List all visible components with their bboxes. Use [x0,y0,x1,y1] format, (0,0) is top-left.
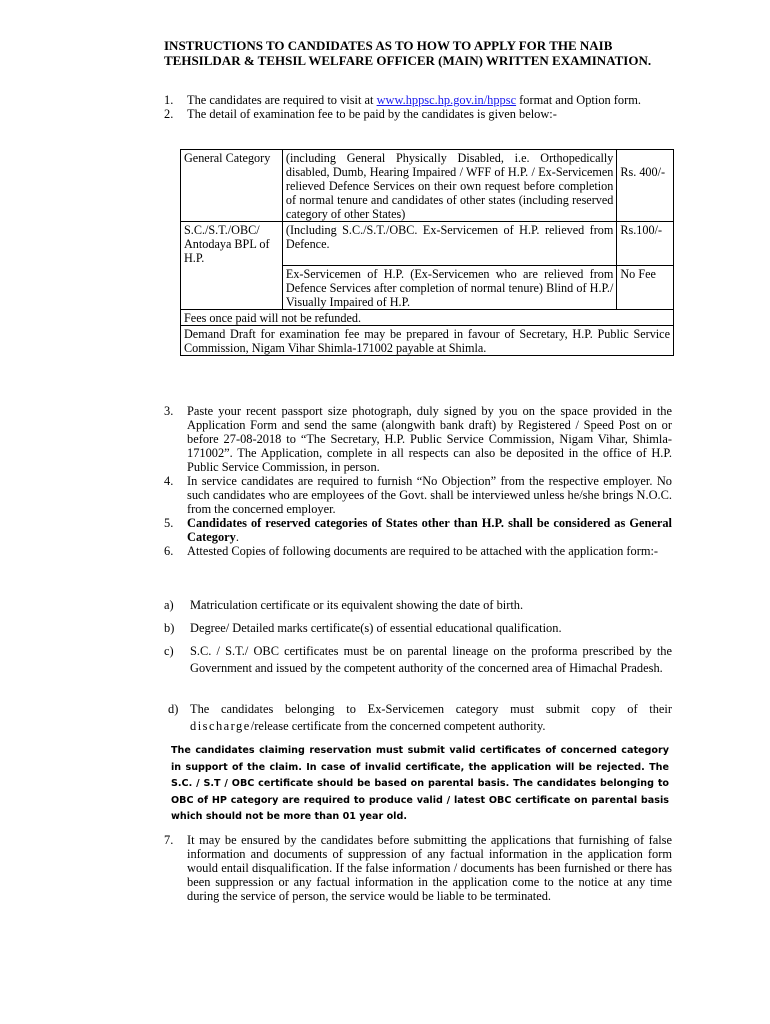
sub-item-text: Matriculation certificate or its equivalent showing the date of birth. [190,598,524,612]
instruction-item-2 [164,107,672,121]
category-cell: General Category [181,150,283,222]
table-row [181,309,674,325]
instruction-item-3 [164,404,672,474]
fee-cell: Rs. 400/- [617,150,674,222]
reservation-note: The candidates claiming reservation must submit valid certificates of concerned category in support of the claim. In case of invalid certificate, the application will be rejected. The S.C. / S.T / OBC certificate should be based on parental basis. The candidates belonging to OBC of HP category are required to produce valid / latest OBC certificate on parental basis which should not be more than 01 year old. [171,745,669,822]
sub-item-text-spaced: discharge [190,719,251,733]
item-text: It may be ensured by the candidates before submitting the applications that furnishing of false information and documents of suppression of any factual information in the application form would entail disqualification. If the false information / documents has been furnished or there has been suppression or any factual information in the application come to the notice at any time during the service of person, the service would be liable to be terminated. [187,833,672,903]
hppsc-website-link[interactable]: www.hppsc.hp.gov.in/hppsc [376,93,517,107]
fee-cell: No Fee [617,265,674,309]
instruction-item-7 [164,833,672,903]
item-number: 7. [164,833,174,847]
item-text: format and Option form. [516,93,641,107]
instructions-list-top [164,93,672,121]
category-cell [181,265,283,309]
fee-table [180,149,674,356]
item-number: 3. [164,404,174,418]
table-row [181,222,674,266]
instructions-list-middle [164,404,672,558]
page-title: INSTRUCTIONS TO CANDIDATES AS TO HOW TO APPLY FOR THE NAIB TEHSILDAR & TEHSIL WELFARE OFFICER (MAIN) WRITTEN EXAMINATION. [164,38,652,68]
item-text: Paste your recent passport size photograph, duly signed by you on the space provided in the Application Form and send the same (alongwith bank draft) by Registered / Speed Post on or before 27-08-2018 to “The Secretary, H.P. Public Service Commission, Nigam Vihar, Shimla-171002”. The Application, complete in all respects can also be deposited in the office of H.P. Public Service Commission, in person. [187,404,672,474]
table-row [181,265,674,309]
description-cell: (Including S.C./S.T./OBC. Ex-Servicemen of H.P. relieved from Defence. [282,222,616,266]
sub-item-label: d) [168,702,179,716]
item-text: The detail of examination fee to be paid by the candidates is given below:- [187,107,557,121]
description-cell: Ex-Servicemen of H.P. (Ex-Servicemen who are relieved from Defence Services after completion of normal tenure) Blind of H.P./ Visually Impaired of H.P. [282,265,616,309]
sub-item-label: b) [164,621,175,635]
item-text: The candidates are required to visit at [187,93,377,107]
fee-cell: Rs.100/- [617,222,674,266]
sub-item-text: The candidates belonging to Ex-Servicemen category must submit copy of their [190,702,672,716]
refund-note-cell: Fees once paid will not be refunded. [181,309,674,325]
sub-item-text: /release certificate from the concerned competent authority. [250,719,546,733]
sub-item-text: Degree/ Detailed marks certificate(s) of essential educational qualification. [190,621,562,635]
item-number: 6. [164,544,174,558]
instructions-list-bottom [164,833,672,903]
document-sub-item-c [164,643,672,677]
demand-draft-note-cell: Demand Draft for examination fee may be prepared in favour of Secretary, H.P. Public Service Commission, Nigam Vihar Shimla-171002 payable at Shimla. [181,325,674,355]
item-text: . [235,530,239,544]
item-text: In service candidates are required to furnish “No Objection” from the respective employer. No such candidates who are employees of the Govt. shall be interviewed unless he/she brings N.O.C. from the concerned employer. [187,474,672,516]
sub-item-label: c) [164,644,174,658]
description-cell: (including General Physically Disabled, i.e. Orthopedically disabled, Dumb, Hearing Impaired / WFF of H.P. / Ex-Servicemen relieved Defence Services on their own request before completion of normal tenure and candidates of other states (including reserved category of other States) [282,150,616,222]
table-row [181,325,674,355]
instruction-item-1 [164,93,672,107]
category-cell: S.C./S.T./OBC/ Antodaya BPL of H.P. [181,222,283,266]
item-number: 4. [164,474,174,488]
item-text: Attested Copies of following documents are required to be attached with the application form:- [187,544,659,558]
item-number: 2. [164,107,174,121]
table-row [181,150,674,222]
instruction-item-4 [164,474,672,516]
sub-item-text: S.C. / S.T./ OBC certificates must be on parental lineage on the proforma prescribed by the Government and issued by the competent authority of the concerned area of Himachal Pradesh. [190,644,672,675]
document-sub-item-b [164,620,672,637]
document-sub-item-d [168,701,672,735]
item-number: 5. [164,516,174,530]
document-sub-item-a [164,597,672,614]
instruction-item-5 [164,516,672,544]
item-number: 1. [164,93,174,107]
item-text-bold: Candidates of reserved categories of States other than H.P. shall be considered as General Category [187,516,672,544]
sub-item-label: a) [164,598,174,612]
instruction-item-6 [164,544,672,558]
